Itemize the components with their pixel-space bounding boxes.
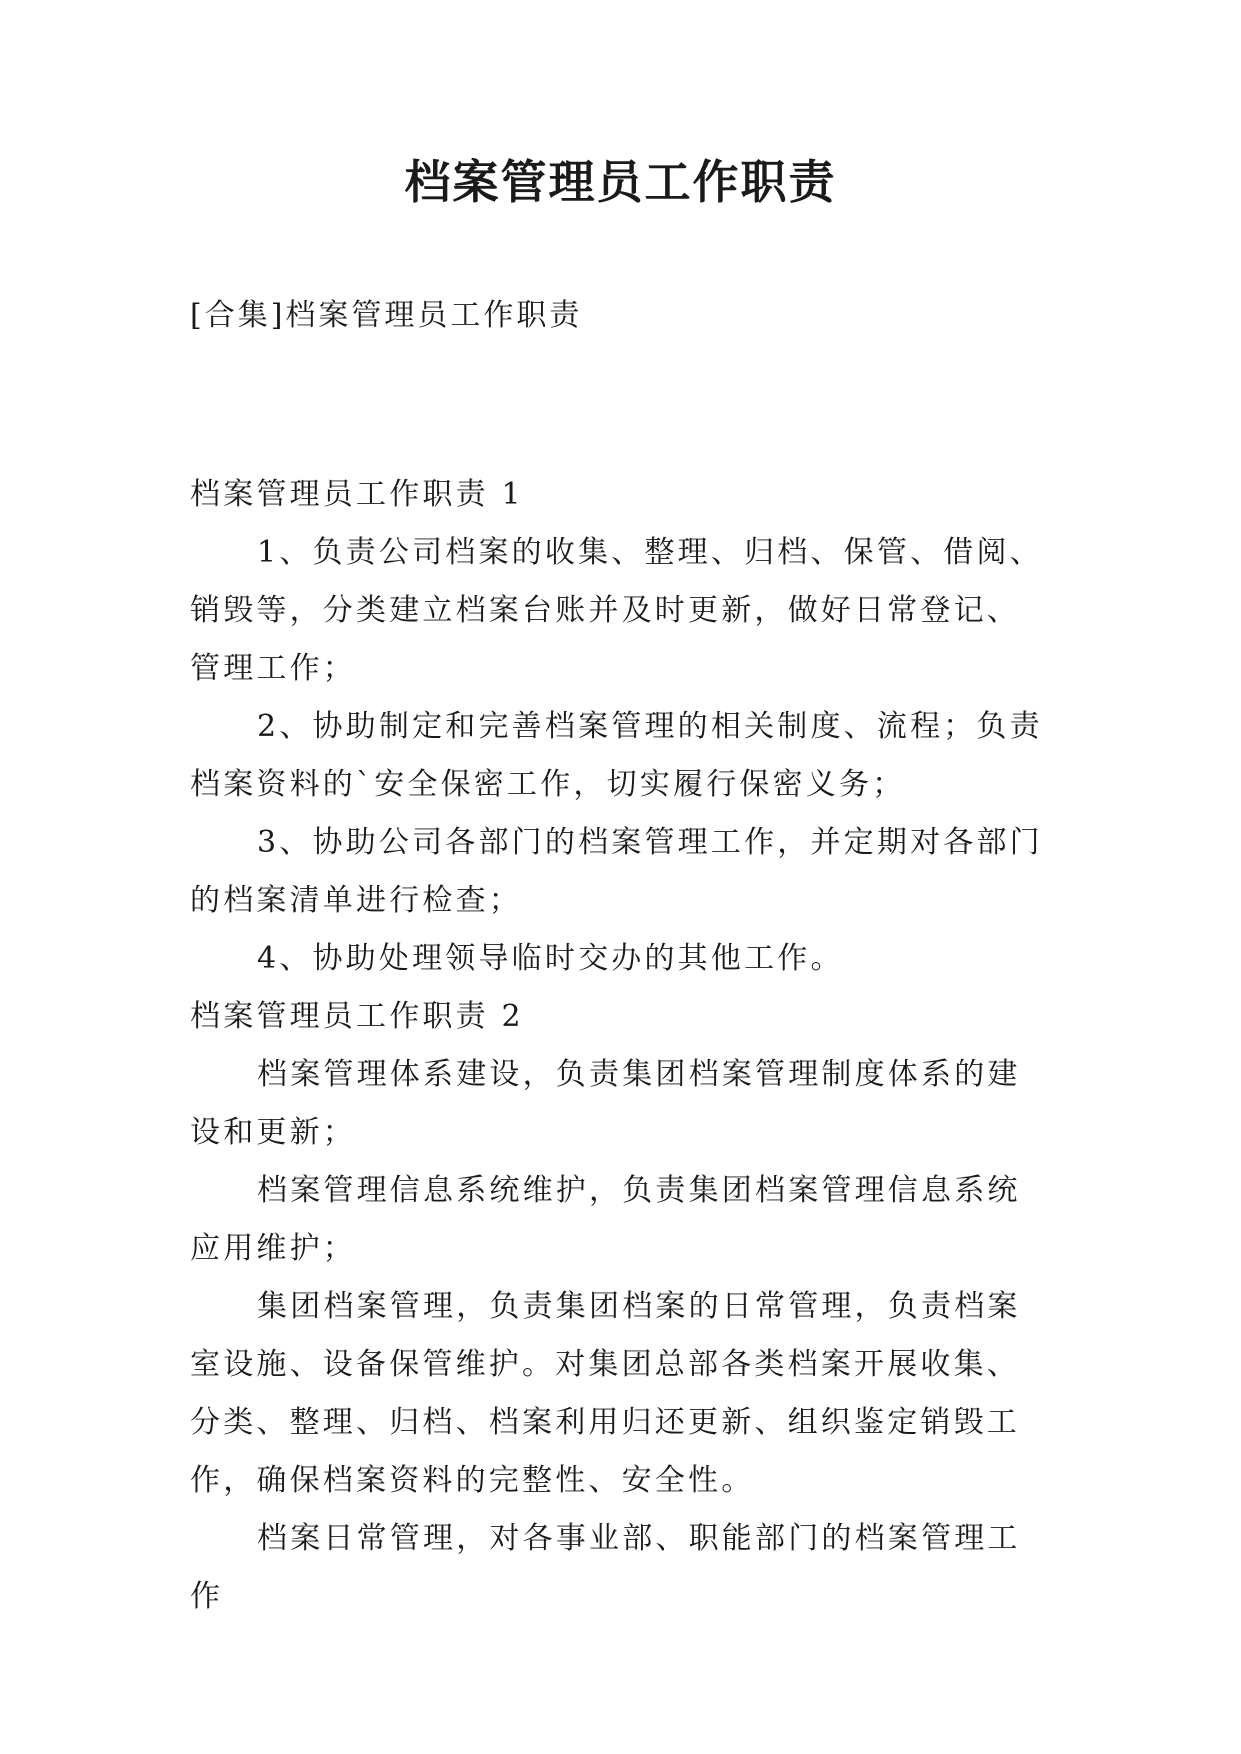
section-heading-1: 档案管理员工作职责 1 [190, 477, 524, 512]
paragraph: 集团档案管理，负责集团档案的日常管理，负责档案室设施、设备保管维护。对集团总部各类档案开展收集、分类、整理、归档、档案利用归还更新、组织鉴定销毁工作，确保档案资料的完整性、安全性。 [190, 1289, 1021, 1498]
document-title: 档案管理员工作职责 [404, 155, 837, 209]
paragraph: 档案管理信息系统维护，负责集团档案管理信息系统应用维护； [190, 1173, 1021, 1266]
paragraph: 档案管理体系建设，负责集团档案管理制度体系的建设和更新； [190, 1057, 1021, 1150]
paragraph: 2、协助制定和完善档案管理的相关制度、流程；负责档案资料的`安全保密工作，切实履行保密义务； [190, 709, 1043, 802]
paragraph: 4、协助处理领导临时交办的其他工作。 [257, 941, 844, 976]
paragraph: 3、协助公司各部门的档案管理工作，并定期对各部门的档案清单进行检查； [190, 825, 1043, 918]
document-body [190, 466, 1050, 1626]
paragraph: 档案日常管理，对各事业部、职能部门的档案管理工作 [190, 1521, 1021, 1614]
document-subtitle: [合集]档案管理员工作职责 [190, 298, 583, 333]
section-heading-2: 档案管理员工作职责 2 [190, 999, 524, 1034]
paragraph: 1、负责公司档案的收集、整理、归档、保管、借阅、销毁等，分类建立档案台账并及时更新，做好日常登记、管理工作； [190, 535, 1043, 686]
